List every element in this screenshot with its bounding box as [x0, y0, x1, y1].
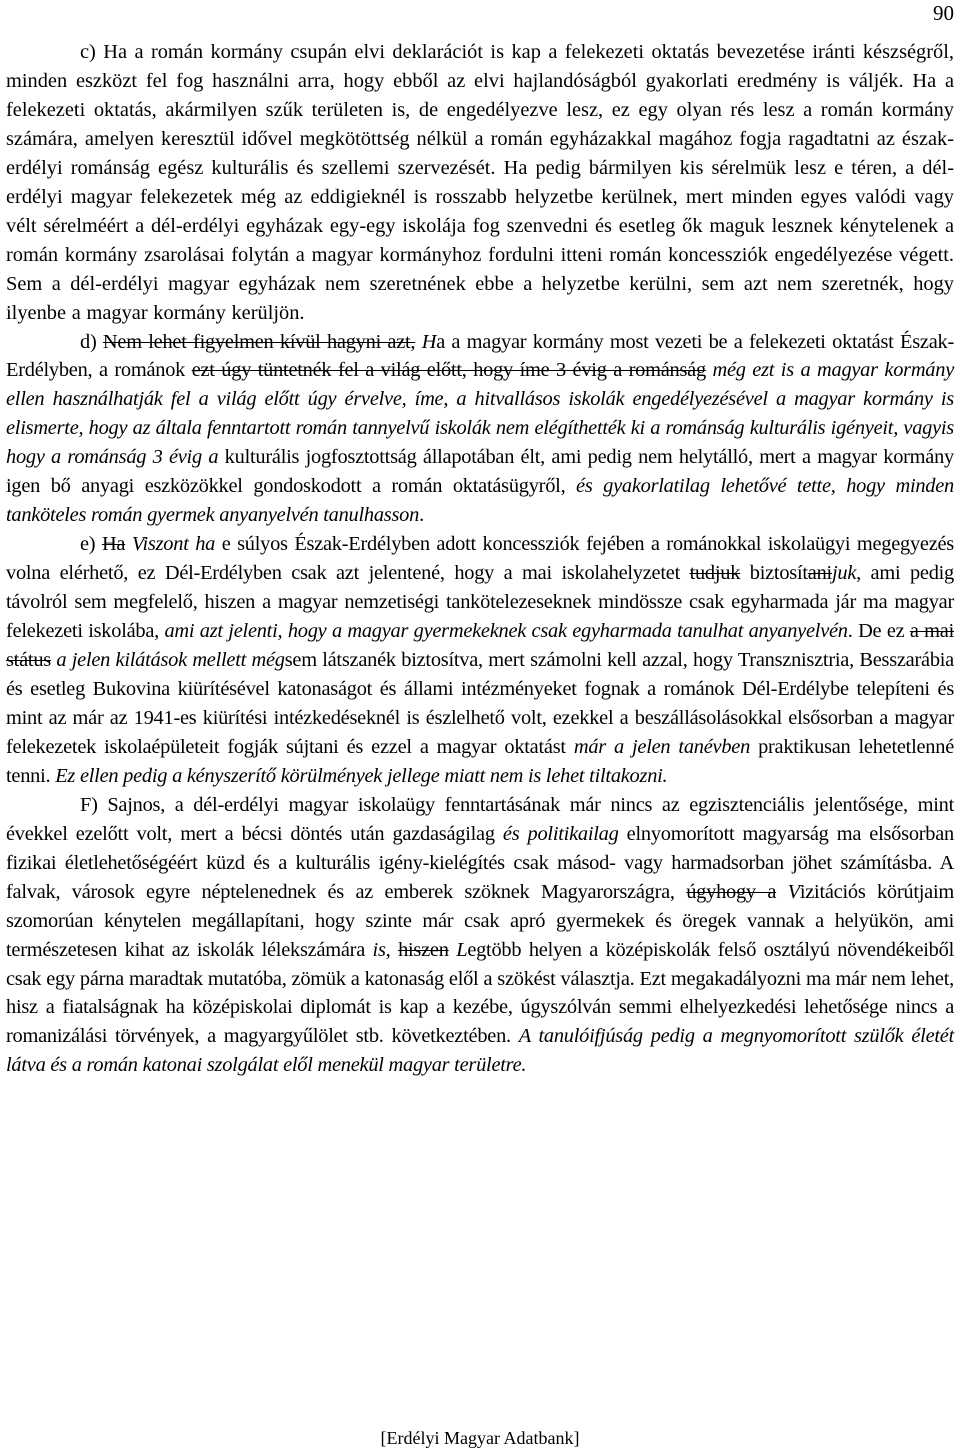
italic-text-run: Ez ellen pedig a kényszerítő körülmények jellege miatt nem is lehet tiltakozni.: [55, 764, 668, 787]
document-body: [6, 38, 954, 1080]
italic-text-run: H: [421, 330, 437, 353]
paragraph-c: [6, 38, 954, 328]
italic-text-run: A tanulóifjúság pedig a megnyomorított szülők életét látva és a román katonai szolgálat elől menekül magyar területre.: [6, 1025, 954, 1077]
italic-text-run: ami azt jelenti, hogy a magyar gyermekeknek csak egyharmada tanulhat anyanyelvén: [164, 620, 848, 643]
italic-text-run: még ezt is a magyar kormány ellen használhatják fel a világ előtt úgy érvelve, íme, a hitvallásos iskolák engedélyezésével a magyar kormány is elismerte, hogy az általa fenntartott román tannyelvű iskolák nem elégíthették ki a románság kulturális igényeit, vagyis hogy a románság 3 évig a: [6, 359, 955, 469]
struck-text-run: a mai státus: [6, 620, 954, 672]
struck-text-run: ezt úgy tüntetnék fel a világ előtt, hogy íme 3 évig a románság: [191, 359, 706, 382]
text-run: kulturális jogfosztottság állapotában élt, ami pedig nem helytálló, mert a magyar kormány igen bő anyagi eszközökkel gondoskodott a román oktatásügyről,: [6, 446, 954, 498]
text-run: [776, 881, 787, 903]
text-run: egtöbb helyen a középiskolák felső osztályú növendékeiből csak egy párna maradtak mutatóba, zömük a katonaság elől a szökést választja. Ezt megakadályozni ma már nem lehet, hisz a fiatalságnak ha középiskolai diplomát is kap a kezébe, úgyszólván semmi elhelyezkedési lehetősége nincs a romanizálási törvények, a magyargyűlölet stb. következtében.: [6, 938, 954, 1048]
italic-text-run: és gyakorlatilag lehetővé tette, hogy minden tanköteles román gyermek anyanyelvén tanulhasson: [6, 475, 954, 527]
text-run: praktikusan lehetetlenné tenni.: [6, 735, 954, 787]
text-run: c) Ha a román kormány csupán elvi deklarációt is kap a felekezeti oktatás bevezetése iránti készségről, minden eszközt fel fog használni arra, hogy ebből az elvi hajlandóságból gyakorlati eredmény is váljék. Ha a felekezeti oktatás, akármilyen szűk területen is, de engedélyezve lesz, ez egy olyan rés lesz a román kormány számára, amelyen keresztül idővel megkötöttség nélkül a román egyházakkal magához fogja ragadtatni az észak-erdélyi románság egész kulturális és szellemi szervezését. Ha pedig bármilyen kis sérelmük lesz e téren, a dél-erdélyi magyar felekezetek még az eddigieknél is rosszabb helyzetbe kerülnek, mert minden egyes valódi vagy vélt sérelméért a dél-erdélyi egyházak egy-egy iskolája fog szenvedni és esetleg ők maguk lesznek kénytelenek a román kormány zsarolásai folytán a magyar kormányhoz fordulni itteni román koncessziók engedélyezése végett. Sem a dél-erdélyi magyar egyházak nem szeretnének ebbe a helyzetbe kerülni, sem azt nem szeretnék, hogy ilyenbe a magyar kormány kerüljön.: [6, 41, 954, 324]
text-run: a a magyar kormány most vezeti be a felekezeti oktatást Észak-Erdélyben, a románok: [6, 330, 954, 382]
struck-text-run: tudjuk: [689, 562, 741, 585]
footer-source-credit: [Erdélyi Magyar Adatbank]: [380, 1428, 580, 1448]
text-run: izitációs körútjaim szomorúan kénytelen megállapítani, hogy szinte már csak apró gyermekek és öregek vannak a helyükön, ami természetesen kihat az iskolák lélekszámára: [6, 880, 955, 961]
text-run: , ami pedig távolról sem megfelelő, hiszen a magyar nemzetiségi tankötelezeseknek mindössze csak egyharmada jár ma magyar felekezeti iskolába,: [6, 562, 954, 643]
text-run: e): [80, 533, 102, 556]
italic-text-run: már a jelen tanévben: [573, 735, 751, 758]
text-run: sem látszanék biztosítva, mert számolni kell azzal, hogy Transznisztria, Besszarábia és esetleg Bukovina kiürítésével katonaságot és állami intézményeket fognak a románok Dél-Erdélybe telepíteni és mint az már az 1941-es kiürítési intézkedéseknél is észlelhető volt, ezekkel a beszállásolásokkal elsősorban a magyar felekezetek iskolaépületeit fogják sújtani és ezzel a magyar oktatást: [6, 649, 954, 758]
italic-text-run: juk: [831, 562, 857, 585]
text-run: .: [419, 504, 424, 527]
text-run: [125, 533, 132, 555]
struck-text-run: hiszen: [398, 938, 449, 961]
text-run: ,: [385, 938, 399, 961]
text-run: biztosít: [740, 562, 808, 585]
italic-text-run: is: [372, 938, 386, 961]
italic-text-run: Viszont ha: [131, 533, 216, 556]
paragraph-d: [6, 328, 954, 531]
struck-text-run: Nem lehet figyelmen kívül hagyni azt,: [102, 330, 416, 353]
text-run: F) Sajnos, a dél-erdélyi magyar iskolaügy fenntartásának már nincs az egzisztenciális jelentősége, mint évekkel ezelőtt volt, mert a bécsi döntés után gazdaságilag: [6, 793, 954, 845]
italic-text-run: V: [787, 880, 800, 903]
italic-text-run: a jelen kilátások mellett még: [56, 649, 285, 672]
text-run: elnyomorított magyarság ma elsősorban fizikai életlehetőségéért küzd és a kulturális igény-kielégítés csak másod- vagy harmadsorban jöhet számításba. A falvak, városok egyre néptelenednek és az emberek szöknek Magyarországra,: [6, 822, 954, 903]
text-run: . De ez: [847, 620, 910, 643]
struck-text-run: ani: [807, 562, 832, 585]
text-run: e súlyos Észak-Erdélyben adott koncessziók fejében a románokkal iskolaügyi megegyezés volna elérhető, ez Dél-Erdélyben csak azt jelentené, hogy a mai iskolahelyzetet: [6, 533, 954, 585]
page-number: 90: [933, 1, 954, 25]
text-run: d): [80, 330, 103, 353]
struck-text-run: Ha: [101, 533, 126, 556]
struck-text-run: úgyhogy a: [686, 880, 777, 903]
italic-text-run: és politikailag: [502, 822, 619, 845]
paragraph-f: [6, 791, 954, 1081]
italic-text-run: L: [456, 938, 468, 961]
paragraph-e: [6, 530, 954, 791]
